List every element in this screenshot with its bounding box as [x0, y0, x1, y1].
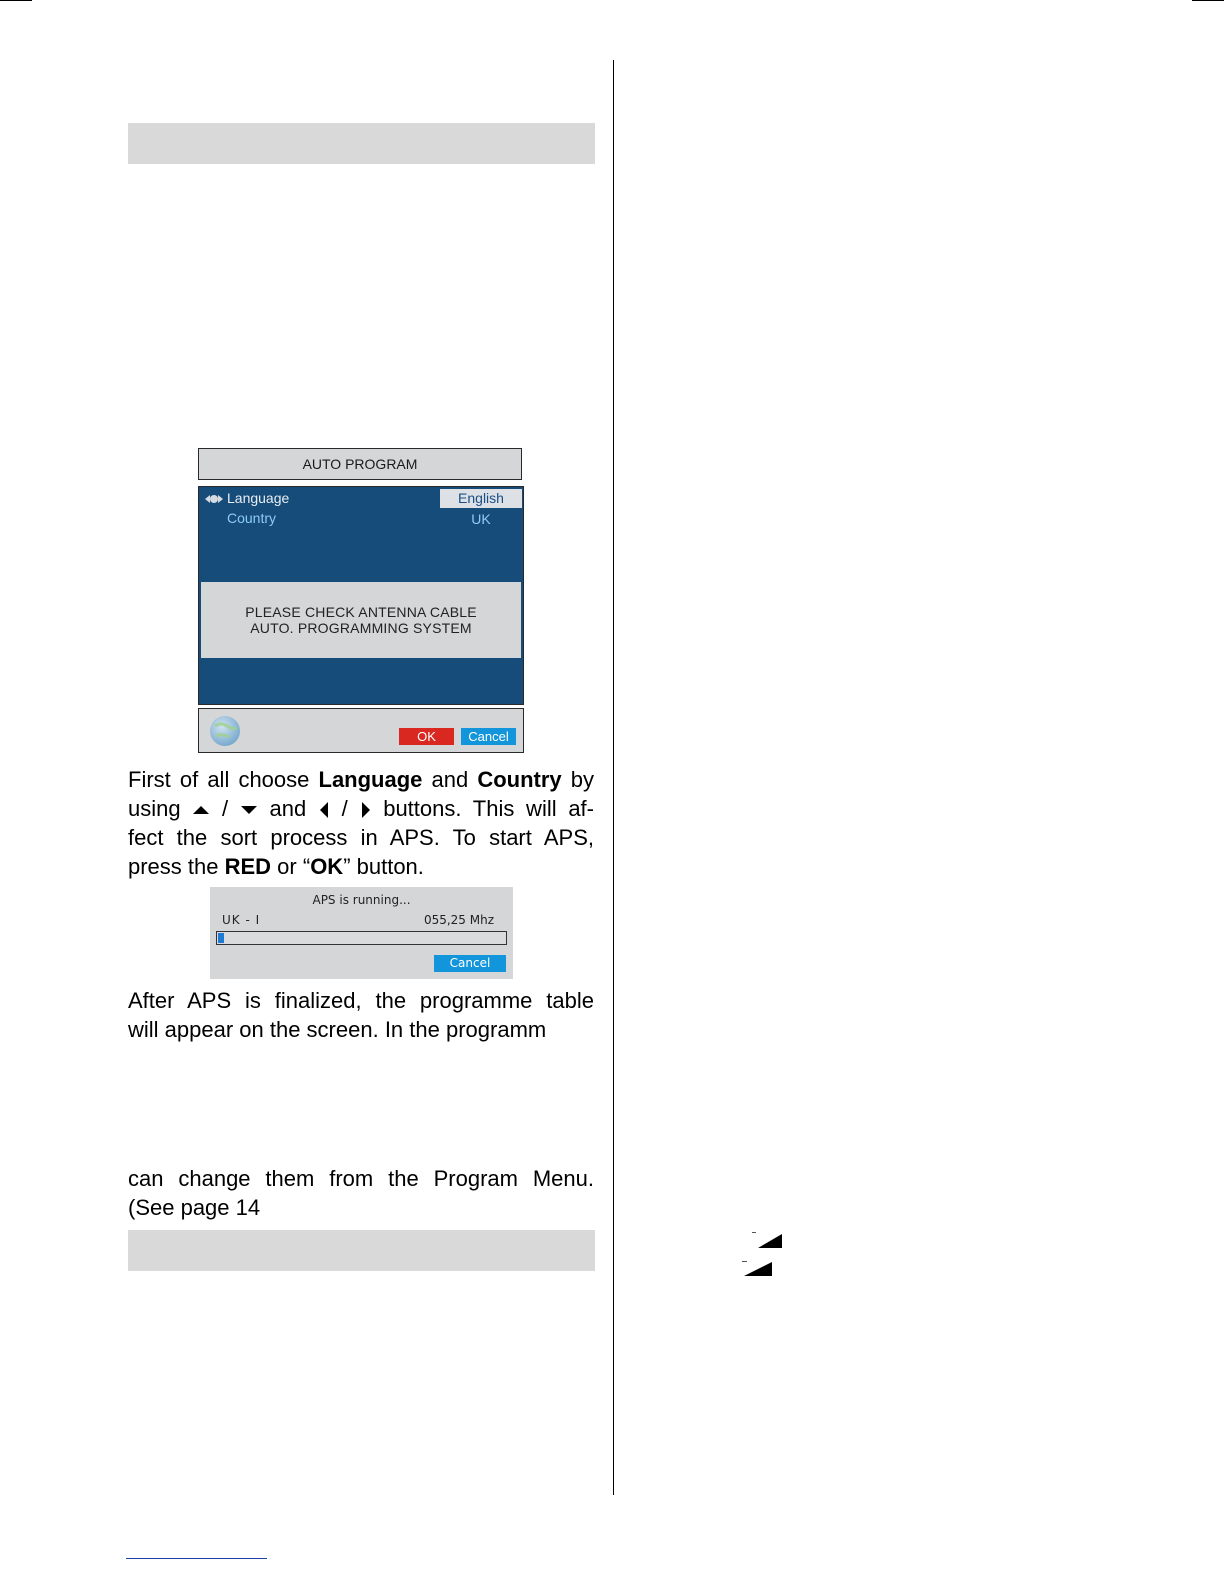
crop-mark-right [1192, 0, 1224, 1]
para1-line4: press the RED or “OK” button. [128, 854, 424, 879]
para1-line1: First of all choose Language and Country by [128, 767, 594, 792]
para1-line2: using / and / buttons. This will af- [128, 796, 594, 821]
para3-line2: (See page 14 [128, 1195, 261, 1220]
graphic-fragment-2 [742, 1258, 778, 1280]
aps-progress-bar [216, 931, 507, 945]
globe-icon [207, 712, 243, 748]
ok-button[interactable]: OK [399, 728, 454, 745]
language-value[interactable]: English [440, 489, 522, 508]
section-header-bar-2 [128, 1230, 595, 1271]
para1-line3: fect the sort process in APS. To start APS, [128, 825, 594, 850]
aps-result-paragraph [128, 986, 594, 1044]
graphic-fragment-1 [750, 1228, 786, 1252]
footer-rule [126, 1558, 267, 1559]
column-divider [613, 60, 614, 1495]
aps-frequency: 055,25 Mhz [423, 913, 494, 927]
aps-cancel-button[interactable]: Cancel [434, 955, 506, 972]
antenna-message-box [201, 582, 521, 658]
down-arrow-icon [240, 804, 258, 816]
para2-line2: will appear on the screen. In the programm [128, 1017, 547, 1042]
aps-title: APS is running... [312, 893, 411, 907]
message-line-1: PLEASE CHECK ANTENNA CABLE [245, 604, 477, 620]
section-header-bar [128, 123, 595, 164]
cancel-button[interactable]: Cancel [461, 728, 516, 745]
aps-progress-dialog [210, 887, 513, 979]
crop-mark-left [0, 0, 32, 1]
up-arrow-icon [192, 804, 210, 816]
right-arrow-icon [360, 801, 372, 819]
message-line-2: AUTO. PROGRAMMING SYSTEM [250, 620, 472, 636]
para2-line1: After APS is finalized, the programme table [128, 988, 594, 1013]
country-value[interactable]: UK [471, 511, 491, 527]
aps-progress-fill [218, 933, 224, 943]
country-label: Country [227, 510, 277, 526]
instructions-paragraph [128, 765, 594, 881]
para3-line1: can change them from the Program Menu. [128, 1166, 594, 1191]
program-menu-paragraph [128, 1164, 594, 1222]
selection-indicator-icon [205, 491, 223, 507]
language-label: Language [227, 490, 290, 506]
auto-program-footer [198, 708, 524, 753]
aps-channel: UK - I [222, 913, 261, 927]
auto-program-title: AUTO PROGRAM [198, 448, 522, 480]
left-arrow-icon [318, 801, 330, 819]
auto-program-panel [198, 486, 524, 705]
